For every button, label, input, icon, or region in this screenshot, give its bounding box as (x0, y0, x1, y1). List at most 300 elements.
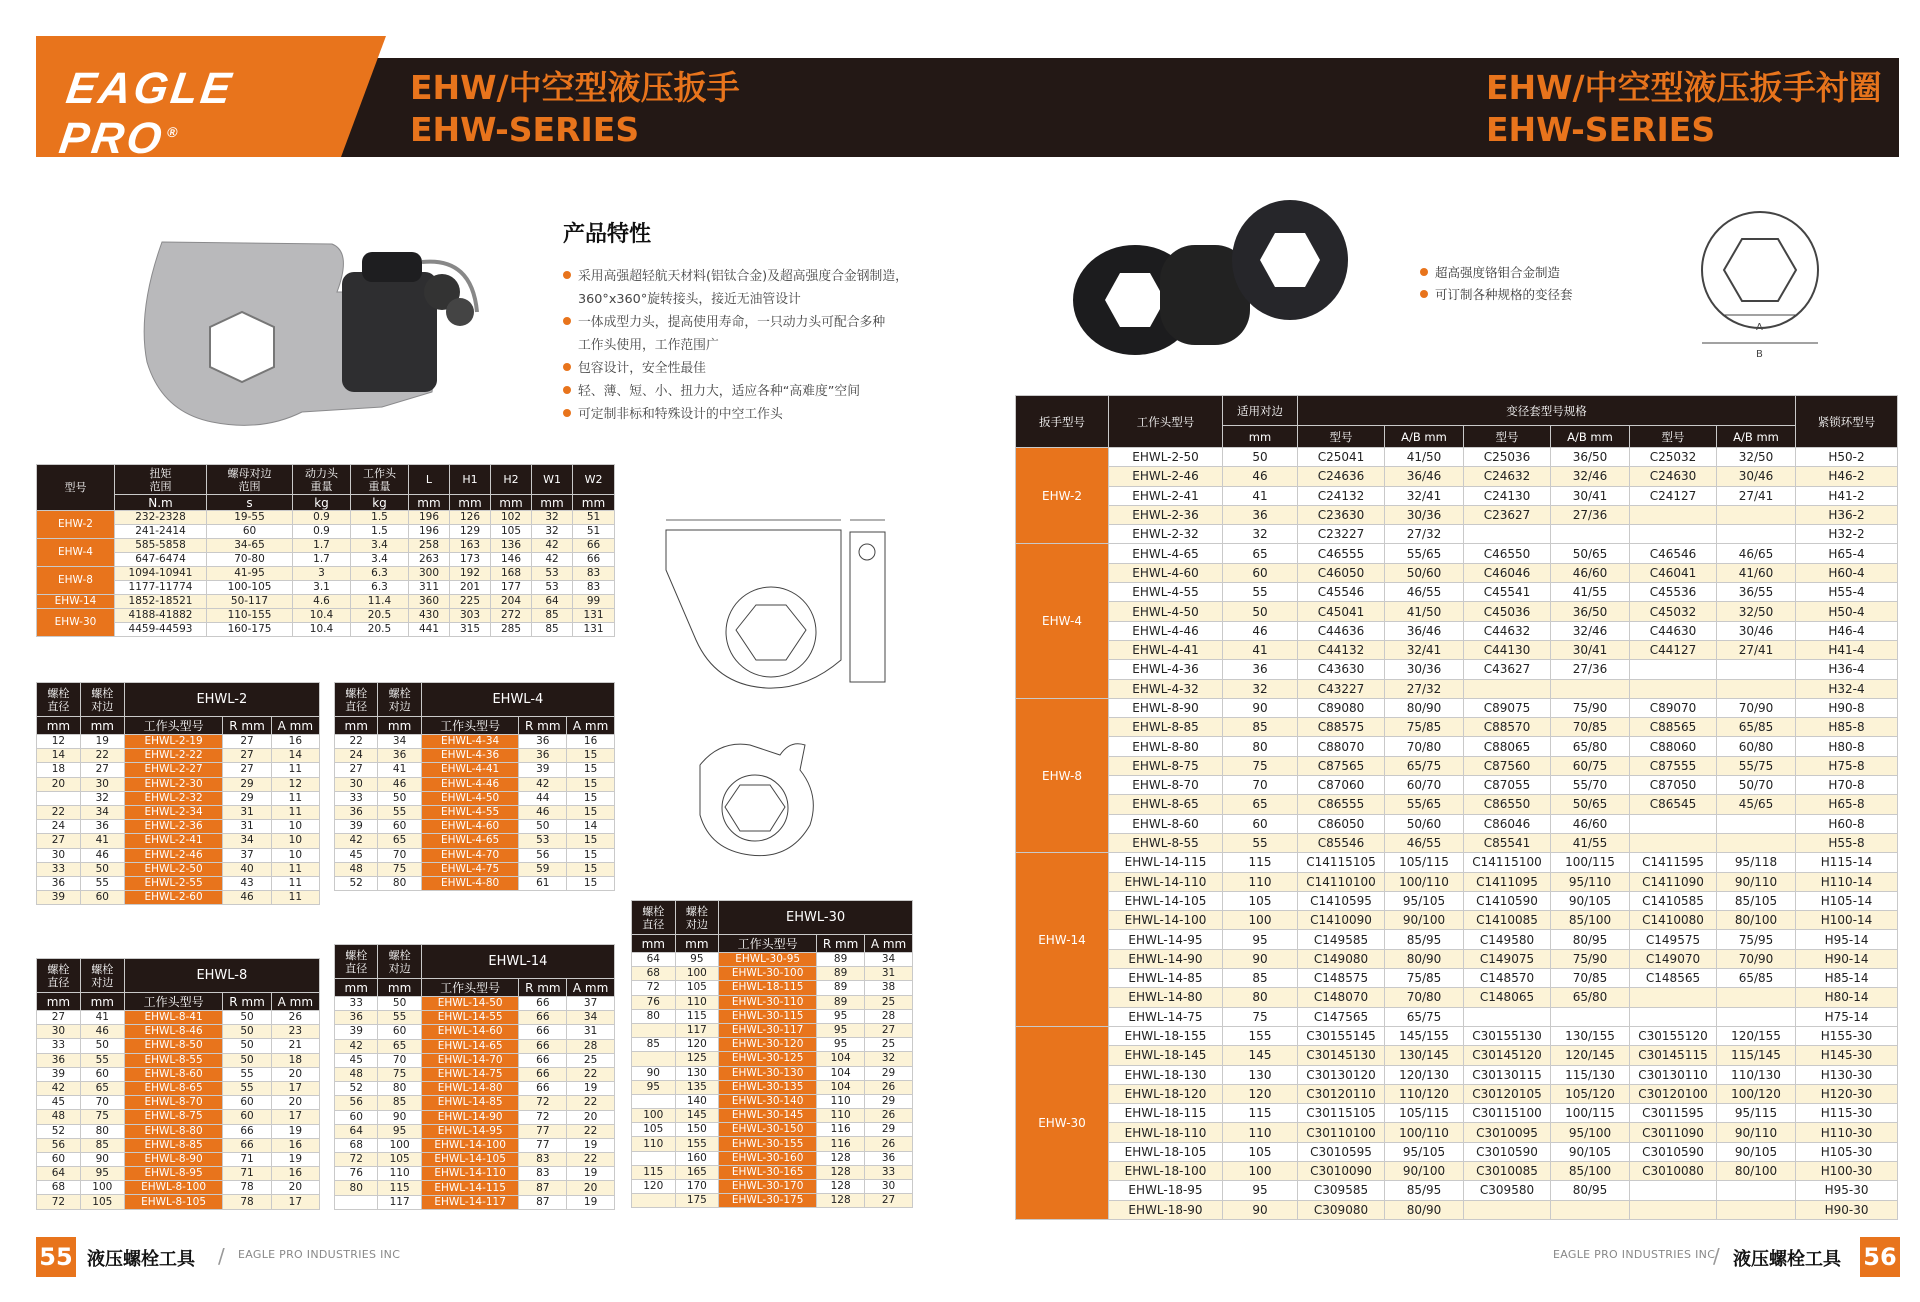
bush-model-cell: C88065 (1464, 737, 1551, 756)
bush-model-cell (1464, 679, 1551, 698)
bush-model-cell: C44636 (1298, 621, 1385, 640)
bush-ab-cell: 36/50 (1551, 602, 1630, 621)
bush-model-cell: C3010590 (1464, 1142, 1551, 1161)
bush-model-cell: C86545 (1630, 795, 1717, 814)
spec-cell: 60 (207, 525, 293, 539)
spec-cell: 0.9 (293, 525, 351, 539)
bolt-row (335, 1110, 615, 1124)
spec-cell: 360 (409, 595, 450, 609)
bolt-dia-cell (632, 1194, 676, 1208)
bush-ab-cell: 41/50 (1385, 602, 1464, 621)
bolt-row (335, 1067, 615, 1081)
bush-ab-cell: 32/46 (1551, 621, 1630, 640)
bush-ab-cell: 36/46 (1385, 621, 1464, 640)
bolt-row (335, 1195, 615, 1209)
bush-ab-cell: 80/100 (1717, 911, 1796, 930)
bush-ab-cell: 32/41 (1385, 640, 1464, 659)
bush-ab-cell: 75/90 (1551, 698, 1630, 717)
spec-cell: 42 (532, 539, 573, 553)
bush-model-cell (1464, 1007, 1551, 1026)
bush-row (1016, 467, 1898, 486)
bush-ab-cell: 65/80 (1551, 737, 1630, 756)
bush-ab-cell: 27/41 (1717, 486, 1796, 505)
bolt-af-cell: 70 (378, 848, 421, 862)
feature-item (563, 288, 963, 311)
bush-ring-cell: H70-8 (1796, 776, 1898, 795)
bolt-head-model-cell: EHWL-8-100 (124, 1181, 223, 1195)
bush-row (1016, 1142, 1898, 1161)
bolt-row (37, 1167, 320, 1181)
bushing-feature-item (1420, 262, 1573, 284)
bolt-r-cell: 46 (223, 891, 271, 905)
bush-model-cell: C30120105 (1464, 1084, 1551, 1103)
bush-model-cell: C44630 (1630, 621, 1717, 640)
bush-model-cell: C147565 (1298, 1007, 1385, 1026)
bolt-af-cell: 36 (378, 749, 421, 763)
bolt-a-cell: 11 (271, 805, 319, 819)
bush-ab-cell (1551, 1007, 1630, 1026)
bolt-head-model-cell: EHWL-4-55 (421, 805, 519, 819)
bolt-dia-cell: 85 (632, 1038, 676, 1052)
bush-ab-cell: 30/36 (1385, 660, 1464, 679)
bolt-a-cell: 15 (567, 862, 615, 876)
bolt-af-cell: 50 (80, 1039, 124, 1053)
bolt-af-cell: 115 (378, 1181, 421, 1195)
bush-af-cell: 130 (1223, 1065, 1298, 1084)
bush-af-cell: 60 (1223, 814, 1298, 833)
bolt-af-cell: 90 (80, 1152, 124, 1166)
bolt-dia-cell: 115 (632, 1165, 676, 1179)
spec-cell: 6.3 (351, 567, 409, 581)
bush-model-cell: C1410085 (1464, 911, 1551, 930)
bolt-head-model-cell: EHWL-4-36 (421, 749, 519, 763)
bolt-row (37, 876, 320, 890)
bolt-header-af: 螺栓 对边 (80, 683, 124, 717)
bolt-r-cell: 83 (519, 1167, 567, 1181)
bush-ab-cell: 32/50 (1717, 448, 1796, 467)
bush-af-cell: 115 (1223, 1104, 1298, 1123)
bush-ab-cell: 120/130 (1385, 1065, 1464, 1084)
bolt-af-cell: 55 (80, 1053, 124, 1067)
bolt-header-dia: 螺栓 直径 (37, 683, 81, 717)
bolt-head-model-cell: EHWL-8-41 (124, 1011, 223, 1025)
bush-ab-cell: 36/46 (1385, 467, 1464, 486)
spec-cell: 173 (450, 553, 491, 567)
bush-af-cell: 46 (1223, 467, 1298, 486)
spec-cell: 258 (409, 539, 450, 553)
bush-ab-cell: 50/65 (1551, 795, 1630, 814)
spec-cell: 160-175 (207, 623, 293, 637)
bushing-drawing (1690, 205, 1830, 360)
bush-af-cell: 75 (1223, 1007, 1298, 1026)
bolt-r-cell: 44 (519, 791, 567, 805)
bush-model-cell: C86555 (1298, 795, 1385, 814)
bush-head-cell: EHWL-8-60 (1109, 814, 1223, 833)
bush-head-cell: EHWL-8-65 (1109, 795, 1223, 814)
bolt-head-model-cell: EHWL-4-75 (421, 862, 519, 876)
bolt-header-head: 工作头型号 (421, 979, 519, 997)
bolt-dia-cell: 68 (335, 1138, 378, 1152)
bolt-a-cell: 10 (271, 834, 319, 848)
bush-ring-cell: H90-8 (1796, 698, 1898, 717)
bush-ring-cell: H32-4 (1796, 679, 1898, 698)
bolt-a-cell: 19 (567, 1138, 615, 1152)
bush-model-cell: C1410590 (1464, 891, 1551, 910)
bolt-a-cell: 26 (865, 1080, 913, 1094)
bush-model-cell: C43227 (1298, 679, 1385, 698)
bush-af-cell: 145 (1223, 1046, 1298, 1065)
bolt-r-cell: 116 (817, 1123, 865, 1137)
spec-cell: 311 (409, 581, 450, 595)
feature-line: 360°x360°旋转接头，接近无油管设计 (578, 292, 801, 307)
bush-ab-cell: 95/118 (1717, 853, 1796, 872)
bolt-af-cell: 125 (675, 1052, 719, 1066)
bush-af-cell: 105 (1223, 891, 1298, 910)
bolt-head-model-cell: EHWL-30-117 (719, 1023, 817, 1037)
bush-ab-cell: 85/105 (1717, 891, 1796, 910)
bolt-af-cell: 100 (675, 967, 719, 981)
bush-model-cell: C23630 (1298, 505, 1385, 524)
bolt-af-cell: 46 (80, 1025, 124, 1039)
bolt-head-model-cell: EHWL-14-85 (421, 1096, 519, 1110)
spec-header-l: L (409, 465, 450, 495)
bolt-af-cell: 65 (378, 834, 421, 848)
spec-cell: 241-2414 (115, 525, 207, 539)
bolt-head-model-cell: EHWL-14-50 (421, 997, 519, 1011)
spec-cell: 20.5 (351, 623, 409, 637)
bolt-row (632, 1180, 913, 1194)
bush-ab-cell: 30/41 (1551, 640, 1630, 659)
bush-af-cell: 80 (1223, 737, 1298, 756)
bolt-head-model-cell: EHWL-30-125 (719, 1052, 817, 1066)
bushing-table-body (1016, 448, 1898, 1220)
bush-ab-cell (1717, 1181, 1796, 1200)
bush-row (1016, 1046, 1898, 1065)
bolt-head-model-cell: EHWL-14-80 (421, 1082, 519, 1096)
bush-head-cell: EHWL-8-90 (1109, 698, 1223, 717)
bolt-a-cell: 17 (271, 1195, 319, 1209)
spec-cell: 51 (573, 511, 615, 525)
bush-header-head: 工作头型号 (1109, 396, 1223, 448)
bolt-af-cell: 110 (675, 995, 719, 1009)
bolt-dia-cell: 30 (335, 777, 378, 791)
bolt-r-cell: 50 (223, 1053, 271, 1067)
bush-model-cell: C46550 (1464, 544, 1551, 563)
bolt-r-cell: 89 (817, 953, 865, 967)
bush-model-cell: C14115105 (1298, 853, 1385, 872)
bush-head-cell: EHWL-14-105 (1109, 891, 1223, 910)
bush-ab-cell: 65/80 (1551, 988, 1630, 1007)
bush-ab-cell: 50/65 (1551, 544, 1630, 563)
bolt-row (632, 1052, 913, 1066)
bush-ab-cell: 27/32 (1385, 679, 1464, 698)
ehwl2-table (36, 682, 320, 905)
spec-cell: 110-155 (207, 609, 293, 623)
feature-line: 包容设计，安全性最佳 (578, 361, 706, 376)
bush-head-cell: EHWL-2-46 (1109, 467, 1223, 486)
bolt-dia-cell: 80 (335, 1181, 378, 1195)
spec-row (37, 581, 615, 595)
bolt-row (37, 848, 320, 862)
left-title-en: EHW-SERIES (410, 110, 640, 149)
bush-ring-cell: H55-4 (1796, 583, 1898, 602)
spec-cell: 4188-41882 (115, 609, 207, 623)
bolt-row (37, 862, 320, 876)
bush-model-cell: C30155130 (1464, 1026, 1551, 1045)
bush-model-cell: C44132 (1298, 640, 1385, 659)
bolt-dia-cell: 45 (335, 848, 378, 862)
bush-model-cell: C148065 (1464, 988, 1551, 1007)
bush-model-cell: C46050 (1298, 563, 1385, 582)
bolt-row (335, 749, 615, 763)
bush-ab-cell: 75/85 (1385, 969, 1464, 988)
bolt-r-cell: 72 (519, 1096, 567, 1110)
feature-line: 轻、薄、短、小、扭力大，适应各种“高难度”空间 (578, 384, 860, 399)
spec-row (37, 595, 615, 609)
spec-model-cell: EHW-4 (37, 539, 115, 567)
bushing-features (1420, 262, 1573, 306)
bush-ab-cell (1717, 1007, 1796, 1026)
bolt-head-model-cell: EHWL-30-100 (719, 967, 817, 981)
bolt-a-cell: 15 (567, 848, 615, 862)
bush-model-cell: C3010590 (1630, 1142, 1717, 1161)
feature-item (563, 380, 963, 403)
bush-af-cell: 100 (1223, 1161, 1298, 1180)
spec-cell: 315 (450, 623, 491, 637)
bush-head-cell: EHWL-4-60 (1109, 563, 1223, 582)
bolt-row (335, 876, 615, 890)
bolt-af-cell: 75 (80, 1110, 124, 1124)
bush-model-cell: C148565 (1630, 969, 1717, 988)
bolt-af-cell: 145 (675, 1109, 719, 1123)
bolt-head-model-cell: EHWL-8-80 (124, 1124, 223, 1138)
bush-model-cell: C43627 (1464, 660, 1551, 679)
bolt-r-cell: 71 (223, 1152, 271, 1166)
bush-ab-cell: 60/80 (1717, 737, 1796, 756)
bush-wrench-cell: EHW-2 (1016, 448, 1109, 544)
bolt-a-cell: 20 (567, 1181, 615, 1195)
bolt-a-cell: 20 (271, 1181, 319, 1195)
bush-af-cell: 110 (1223, 872, 1298, 891)
bolt-head-model-cell: EHWL-14-70 (421, 1053, 519, 1067)
wrench-side-drawing (840, 512, 900, 702)
bush-af-cell: 70 (1223, 776, 1298, 795)
bush-ab-cell: 27/36 (1551, 660, 1630, 679)
bush-ab-cell: 130/145 (1385, 1046, 1464, 1065)
bush-ring-cell: H65-4 (1796, 544, 1898, 563)
bush-af-cell: 41 (1223, 640, 1298, 659)
bush-header-ab-2: A/B mm (1551, 426, 1630, 448)
bush-ab-cell: 50/70 (1717, 776, 1796, 795)
bush-ab-cell: 130/155 (1551, 1026, 1630, 1045)
bush-model-cell: C30155145 (1298, 1026, 1385, 1045)
bolt-a-cell: 38 (865, 981, 913, 995)
spec-header-h2: H2 (491, 465, 532, 495)
bolt-af-cell: 19 (80, 735, 124, 749)
bolt-a-cell: 19 (567, 1082, 615, 1096)
bush-model-cell: C89075 (1464, 698, 1551, 717)
bush-model-cell: C24127 (1630, 486, 1717, 505)
bolt-unit: mm (378, 979, 421, 997)
bolt-r-cell: 95 (817, 1009, 865, 1023)
bush-head-cell: EHWL-4-55 (1109, 583, 1223, 602)
bolt-a-cell: 23 (271, 1025, 319, 1039)
bolt-dia-cell: 22 (335, 735, 378, 749)
bolt-dia-cell: 72 (37, 1195, 81, 1209)
bolt-r-cell: 55 (223, 1081, 271, 1095)
bolt-a-cell: 19 (567, 1167, 615, 1181)
bush-row (1016, 679, 1898, 698)
spec-model-cell: EHW-14 (37, 595, 115, 609)
bush-row (1016, 1123, 1898, 1142)
bolt-header-head: 工作头型号 (421, 717, 519, 735)
bolt-af-cell: 110 (378, 1167, 421, 1181)
bolt-header-head: 工作头型号 (124, 717, 223, 735)
bolt-r-cell: 36 (519, 749, 567, 763)
bolt-a-cell: 11 (271, 791, 319, 805)
bush-ab-cell: 115/130 (1551, 1065, 1630, 1084)
spec-unit: mm (491, 495, 532, 511)
bolt-table-title: EHWL-4 (421, 683, 614, 717)
spec-cell: 3.1 (293, 581, 351, 595)
bolt-dia-cell: 20 (37, 777, 81, 791)
bolt-head-model-cell: EHWL-2-34 (124, 805, 223, 819)
footer-company-left: EAGLE PRO INDUSTRIES INC (238, 1248, 401, 1261)
bush-ring-cell: H115-30 (1796, 1104, 1898, 1123)
bush-row (1016, 621, 1898, 640)
bush-ring-cell: H145-30 (1796, 1046, 1898, 1065)
bolt-dia-cell (632, 1052, 676, 1066)
bush-model-cell: C46546 (1630, 544, 1717, 563)
bolt-header-r: R mm (223, 993, 271, 1011)
bushing-feature-text: 可订制各种规格的变径套 (1435, 287, 1573, 302)
bolt-af-cell: 100 (80, 1181, 124, 1195)
bolt-a-cell: 15 (567, 834, 615, 848)
bush-model-cell: C309580 (1464, 1181, 1551, 1200)
bolt-dia-cell: 76 (632, 995, 676, 1009)
bolt-r-cell: 77 (519, 1124, 567, 1138)
bolt-a-cell: 33 (865, 1165, 913, 1179)
bolt-unit: mm (80, 993, 124, 1011)
bolt-a-cell: 27 (865, 1023, 913, 1037)
bolt-r-cell: 87 (519, 1181, 567, 1195)
bush-af-cell: 46 (1223, 621, 1298, 640)
dimension-b-label: B (1756, 349, 1763, 360)
bolt-af-cell: 75 (378, 1067, 421, 1081)
bolt-a-cell: 20 (271, 1067, 319, 1081)
bolt-dia-cell: 56 (37, 1138, 81, 1152)
bolt-dia-cell: 48 (335, 862, 378, 876)
bolt-af-cell: 130 (675, 1066, 719, 1080)
bolt-a-cell: 34 (865, 953, 913, 967)
bolt-row (632, 967, 913, 981)
bush-af-cell: 60 (1223, 563, 1298, 582)
ehwl30-table (631, 900, 913, 1208)
bolt-a-cell: 28 (567, 1039, 615, 1053)
spec-cell: 3.4 (351, 553, 409, 567)
bush-model-cell: C24630 (1630, 467, 1717, 486)
bolt-r-cell: 66 (519, 1025, 567, 1039)
bush-row (1016, 583, 1898, 602)
bolt-head-model-cell: EHWL-8-75 (124, 1110, 223, 1124)
spec-cell: 70-80 (207, 553, 293, 567)
bolt-af-cell: 155 (675, 1137, 719, 1151)
bush-ab-cell: 36/55 (1717, 583, 1796, 602)
bush-model-cell: C45546 (1298, 583, 1385, 602)
bush-af-cell: 115 (1223, 853, 1298, 872)
bush-wrench-cell: EHW-8 (1016, 698, 1109, 852)
bush-ab-cell: 55/65 (1385, 795, 1464, 814)
bush-ab-cell (1717, 505, 1796, 524)
bolt-a-cell: 19 (567, 1195, 615, 1209)
bolt-row (335, 805, 615, 819)
bushing-image (1060, 185, 1350, 360)
bush-model-cell: C1410090 (1298, 911, 1385, 930)
bush-ring-cell: H46-2 (1796, 467, 1898, 486)
bolt-dia-cell: 95 (632, 1080, 676, 1094)
bush-row (1016, 602, 1898, 621)
bush-model-cell: C44130 (1464, 640, 1551, 659)
bolt-dia-cell: 45 (335, 1053, 378, 1067)
bolt-af-cell: 46 (378, 777, 421, 791)
bolt-a-cell: 22 (567, 1067, 615, 1081)
bolt-header-dia: 螺栓 直径 (335, 945, 378, 979)
bolt-row (335, 1096, 615, 1110)
spec-row (37, 609, 615, 623)
bolt-header-a: A mm (271, 993, 319, 1011)
bolt-af-cell: 80 (80, 1124, 124, 1138)
spec-cell: 441 (409, 623, 450, 637)
bolt-r-cell: 104 (817, 1080, 865, 1094)
spec-cell: 146 (491, 553, 532, 567)
bush-row (1016, 1104, 1898, 1123)
bolt-a-cell: 21 (271, 1039, 319, 1053)
bolt-dia-cell: 42 (335, 1039, 378, 1053)
bolt-head-model-cell: EHWL-8-105 (124, 1195, 223, 1209)
bolt-af-cell: 105 (675, 981, 719, 995)
bush-head-cell: EHWL-18-115 (1109, 1104, 1223, 1123)
bolt-r-cell: 53 (519, 834, 567, 848)
bush-model-cell: C30130110 (1630, 1065, 1717, 1084)
spec-cell: 41-95 (207, 567, 293, 581)
bolt-a-cell: 14 (567, 820, 615, 834)
bush-model-cell: C14115100 (1464, 853, 1551, 872)
bush-model-cell: C3010085 (1464, 1161, 1551, 1180)
bolt-r-cell: 128 (817, 1151, 865, 1165)
spec-cell: 163 (450, 539, 491, 553)
bolt-head-model-cell: EHWL-2-60 (124, 891, 223, 905)
bolt-head-model-cell: EHWL-30-95 (719, 953, 817, 967)
spec-cell: 263 (409, 553, 450, 567)
bush-row (1016, 776, 1898, 795)
footer-title-right: 液压螺栓工具 (1733, 1249, 1841, 1270)
bolt-a-cell: 16 (567, 735, 615, 749)
bolt-a-cell: 31 (865, 967, 913, 981)
bolt-dia-cell: 14 (37, 749, 81, 763)
bolt-dia-cell: 39 (37, 891, 81, 905)
bolt-dia-cell: 90 (632, 1066, 676, 1080)
bolt-r-cell: 89 (817, 995, 865, 1009)
bush-model-cell: C45536 (1630, 583, 1717, 602)
bolt-r-cell: 128 (817, 1180, 865, 1194)
bush-ab-cell (1717, 814, 1796, 833)
bush-ring-cell: H50-4 (1796, 602, 1898, 621)
bush-ab-cell (1551, 525, 1630, 544)
bush-model-cell: C44632 (1464, 621, 1551, 640)
bush-ab-cell: 70/90 (1717, 949, 1796, 968)
bolt-dia-cell: 36 (335, 1011, 378, 1025)
spec-unit: mm (573, 495, 615, 511)
